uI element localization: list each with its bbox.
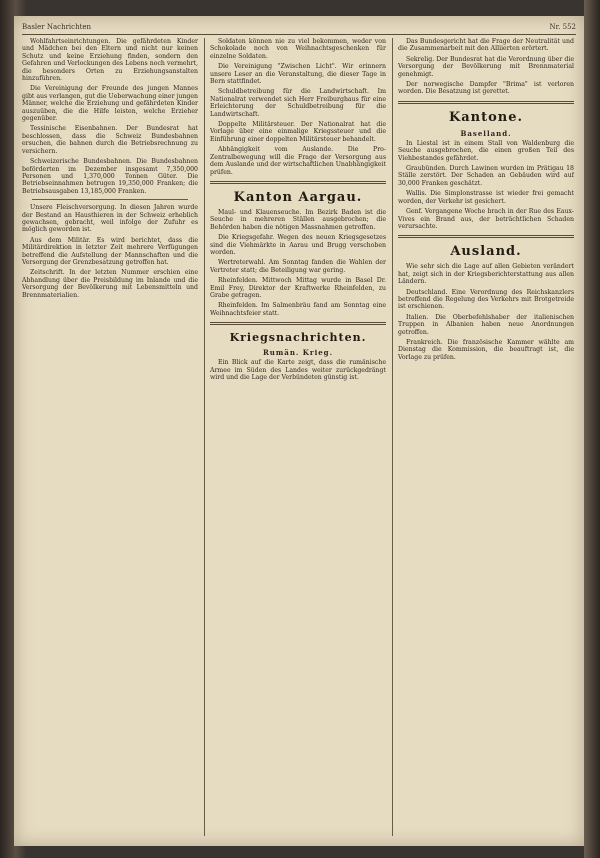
article-paragraph: Doppelte Militärsteuer. Der Nationalrat hat die Vorlage über eine einmalige Kriegssteuer und die Einführung einer doppelten Militärsteuer behandelt. xyxy=(210,121,386,143)
article-paragraph: Graubünden. Durch Lawinen wurden im Prätigau 18 Ställe zerstört. Der Schaden an Gebäuden wird auf 30,000 Franken geschätzt. xyxy=(398,165,574,187)
section-rule xyxy=(210,322,386,325)
article-paragraph: Aus dem Militär. Es wird berichtet, dass die Militärdirektion in letzter Zeit mehrere Verfügungen betreffend die Aufstellung der Mannschaften und die Versorgung der Grenzbesatzung getroffen hat. xyxy=(22,236,198,266)
column-rule xyxy=(204,38,205,836)
section-title-ausland: Ausland. xyxy=(450,244,522,260)
article-paragraph: Sekrelig. Der Bundesrat hat die Verordnung über die Versorgung der Bevölkerung mit Brennmaterial genehmigt. xyxy=(398,55,574,78)
article-paragraph: Die Vereinigung der Freunde des jungen Mannes gibt aus verlangen, gut die Ueberwachung einer jungen Männer, welche die Erziehung und gefährdeten Kinder auszuüben, die die Hilfe leisten, welche Erzieher gegenüber. xyxy=(22,85,198,123)
section-rule xyxy=(398,101,574,104)
article-paragraph: Italien. Die Oberbefehlshaber der italienischen Truppen in Albanien haben neue Anordnungen getroffen. xyxy=(398,313,574,336)
subsection-title: Baselland. xyxy=(460,128,512,138)
subsection-title: Rumän. Krieg. xyxy=(262,348,334,358)
header-right: Nr. 552 xyxy=(549,23,576,31)
newspaper-page xyxy=(14,16,584,846)
article-paragraph: Wallis. Die Simplonstrasse ist wieder frei gemacht worden, der Verkehr ist gesichert. xyxy=(398,190,574,205)
article-paragraph: Deutschland. Eine Verordnung des Reichskanzlers betreffend die Regelung des Verkehrs mit Brotgetreide ist erschienen. xyxy=(398,288,574,311)
column-3 xyxy=(398,38,574,836)
article-paragraph: Der norwegische Dampfer "Brima" ist verloren worden. Die Besatzung ist gerettet. xyxy=(398,81,574,96)
article-paragraph: In Liestal ist in einem Stall von Waldenburg die Seuche ausgebrochen, die einen großen Teil des Viehbestandes gefährdet. xyxy=(398,139,574,162)
article-paragraph: Rheinfelden. Im Salmenbräu fand am Sonntag eine Weihnachtsfeier statt. xyxy=(210,302,386,317)
section-title-kriegsnachrichten: Kriegsnachrichten. xyxy=(229,331,367,345)
section-rule xyxy=(210,181,386,184)
section-title-kantone: Kantone. xyxy=(448,109,524,125)
page-header xyxy=(22,20,576,35)
column-1 xyxy=(22,38,198,836)
article-paragraph: Rheinfelden. Mittwoch Mittag wurde in Basel Dr. Emil Frey, Direktor der Kraftwerke Rheinfelden, zu Grabe getragen. xyxy=(210,277,386,299)
article-paragraph: Ein Blick auf die Karte zeigt, dass die rumänische Armee im Süden des Landes weiter zurückgedrängt wird und die Lage der Verbündeten günstig ist. xyxy=(210,359,386,381)
article-paragraph: Wertreterwahl. Am Sonntag fanden die Wahlen der Vertreter statt; die Beteiligung war gering. xyxy=(210,259,386,274)
article-paragraph: Tessinische Eisenbahnen. Der Bundesrat hat beschlossen, dass die Schweiz Bundesbahnen ersuchen, die bahnen durch die Betriebsrechnung zu versichern. xyxy=(22,125,198,155)
section-rule xyxy=(398,235,574,238)
article-paragraph: Die Vereinigung "Zwischen Licht". Wir erinnern unsere Leser an die Veranstaltung, die dieser Tage in Bern stattfindet. xyxy=(210,63,386,86)
article-paragraph: Das Bundesgericht hat die Frage der Neutralität und die Zusammenarbeit mit den Alliierten erörtert. xyxy=(398,38,574,53)
article-paragraph: Maul- und Klauenseuche. Im Bezirk Baden ist die Seuche in mehreren Ställen ausgebrochen; die Behörden haben die nötigen Massnahmen getroffen. xyxy=(210,208,386,231)
page-edge xyxy=(584,0,600,858)
section-title-kanton-aargau: Kanton Aargau. xyxy=(233,189,363,205)
column-2 xyxy=(210,38,386,836)
article-paragraph: Frankreich. Die französische Kammer wählte am Dienstag die Kommission, die beauftragt ist, die Vorlage zu prüfen. xyxy=(398,338,574,361)
header-left: Basler Nachrichten xyxy=(22,23,92,31)
article-paragraph: Zeitschrift. In der letzten Nummer erschien eine Abhandlung über die Preisbildung im Inlande und die Versorgung der Bevölkerung mit Lebensmitteln und Brennmaterialien. xyxy=(22,269,198,299)
article-paragraph: Genf. Vergangene Woche brach in der Rue des Eaux-Vives ein Brand aus, der beträchtlichen Schaden verursachte. xyxy=(398,208,574,230)
article-paragraph: Unsere Fleischversorgung. In diesen Jahren wurde der Bestand an Hausthieren in der Schweiz erheblich gewachsen, gebracht, weil infolge der Zufuhr es möglich geworden ist. xyxy=(22,204,198,234)
article-paragraph: Schuldbetreibung für die Landwirtschaft. Im Nationalrat verwendet sich Herr Freiburghaus für eine Erleichterung der Schuldbetreibung für die Landwirtschaft. xyxy=(210,88,386,118)
article-paragraph: Soldaten können nie zu viel bekommen, weder von Schokolade noch von Weihnachtsgeschenken für einzelne Soldaten. xyxy=(210,38,386,60)
article-paragraph: Abhängigkeit vom Auslande. Die Pro-Zentralbewegung will die Frage der Versorgung aus dem Auslande und der wirtschaftlichen Unabhängigkeit prüfen. xyxy=(210,146,386,176)
separator xyxy=(32,199,188,200)
column-rule xyxy=(392,38,393,836)
article-paragraph: Wie sehr sich die Lage auf allen Gebieten verändert hat, zeigt sich in der Kriegsberichterstattung aus allen Ländern. xyxy=(398,263,574,286)
article-paragraph: Die Kriegsgefahr. Wegen des neuen Kriegsgesetzes sind die Viehmärkte in Aarau und Brugg verschoben worden. xyxy=(210,234,386,256)
article-paragraph: Schweizerische Bundesbahnen. Die Bundesbahnen beförderten im Dezember insgesamt 7,350,000 Personen und 1,370,000 Tonnen Güter. Die Betriebseinnahmen betrugen 19,350,000 Franken; die Betriebsausgaben 13,185,000 Franken. xyxy=(22,158,198,195)
article-paragraph: Wohlfahrtseinrichtungen. Die gefährdeten Kinder und Mädchen bei den Eltern und nicht nur keinen Schutz und keine Erziehung finden, sondern den Gefahren und Verlockungen des Lebens noch vermehrt, die besonders Orten zu Erziehungsanstalten hinzuführen. xyxy=(22,38,198,83)
